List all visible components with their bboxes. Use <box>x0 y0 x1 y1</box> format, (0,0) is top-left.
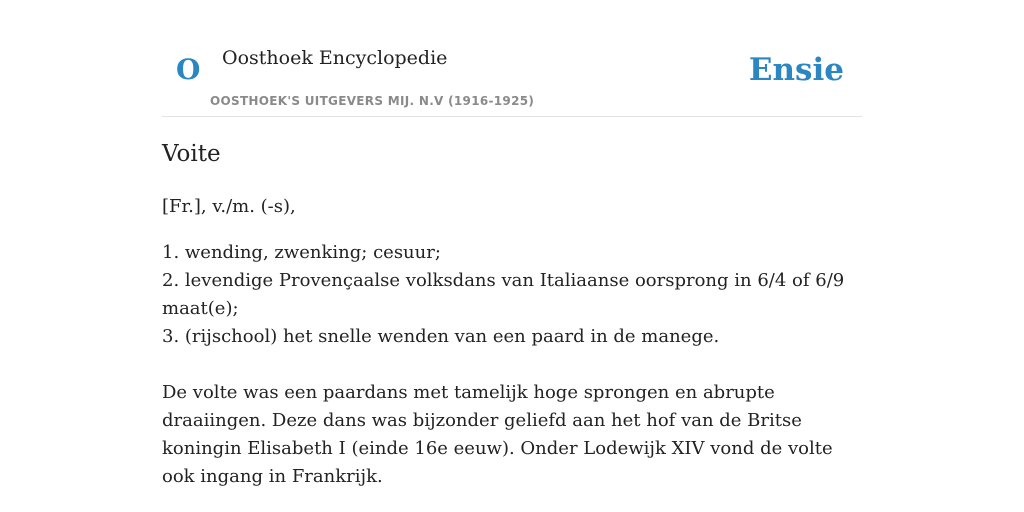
definition-item: 2. levendige Provençaalse volksdans van Italiaanse oorsprong in 6/4 of 6/9 maat(e); <box>162 270 845 319</box>
grammar-note: [Fr.], v./m. (-s), <box>162 196 296 217</box>
entry-title: Voite <box>162 141 221 167</box>
definition-item: 3. (rijschool) het snelle wenden van een paard in de manege. <box>162 326 720 347</box>
logo-icon[interactable]: O <box>176 53 201 86</box>
definition-item: 1. wending, zwenking; cesuur; <box>162 242 441 263</box>
site-header <box>162 0 862 117</box>
page <box>162 0 862 512</box>
publisher-subtitle: OOSTHOEK'S UITGEVERS MIJ. N.V (1916-1925) <box>210 94 535 108</box>
entry-content <box>162 193 862 491</box>
definitions-list <box>162 239 862 351</box>
entry-description: De volte was een paardans met tamelijk hoge sprongen en abrupte draaiingen. Deze dans was bijzonder geliefd aan het hof van de Britse koningin Elisabeth I (einde 16e eeuw). Onder Lodewijk XIV vond de volte ook ingang in Frankrijk. <box>162 382 833 487</box>
brand-logo-link[interactable]: Ensie <box>748 52 844 88</box>
site-title-link[interactable]: Oosthoek Encyclopedie <box>222 47 448 69</box>
